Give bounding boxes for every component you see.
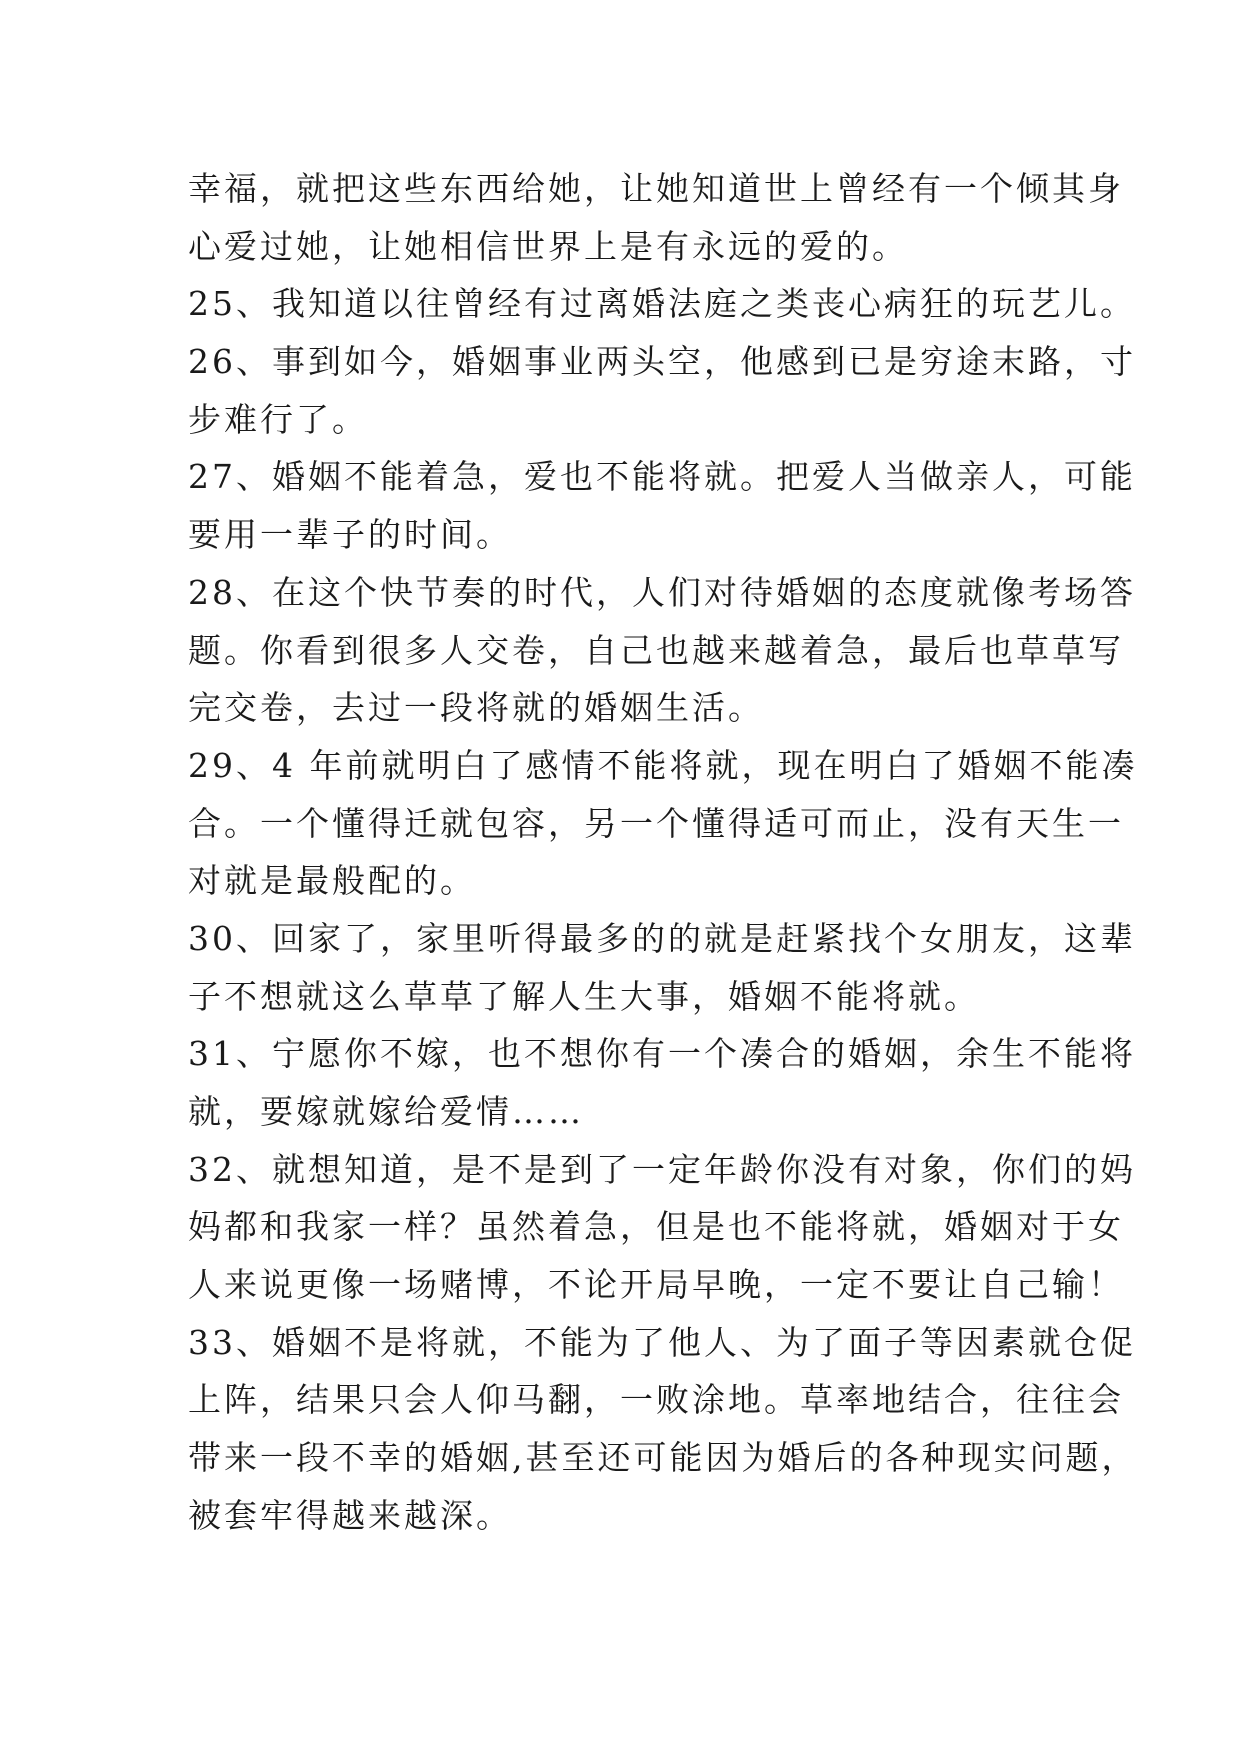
text-line: 对就是最般配的。 [188, 861, 476, 901]
text-line: 要用一辈子的时间。 [188, 515, 512, 555]
text-line: 步难行了。 [188, 399, 368, 439]
text-line: 心爱过她，让她相信世界上是有永远的爱的。 [188, 226, 908, 266]
text-line: 32、就想知道，是不是到了一定年龄你没有对象，你们的妈 [188, 1149, 1136, 1189]
text-line: 30、回家了，家里听得最多的的就是赶紧找个女朋友，这辈 [188, 918, 1136, 958]
text-line: 人来说更像一场赌博，不论开局早晚，一定不要让自己输！ [188, 1265, 1124, 1305]
text-line: 33、婚姻不是将就，不能为了他人、为了面子等因素就仓促 [188, 1322, 1136, 1362]
text-line: 子不想就这么草草了解人生大事，婚姻不能将就。 [188, 976, 980, 1016]
text-line: 上阵，结果只会人仰马翻，一败涂地。草率地结合，往往会 [188, 1380, 1124, 1420]
text-line: 被套牢得越来越深。 [188, 1495, 512, 1535]
text-line: 题。你看到很多人交卷，自己也越来越着急，最后也草草写 [188, 630, 1124, 670]
text-line: 合。一个懂得迁就包容，另一个懂得适可而止，没有天生一 [188, 803, 1124, 843]
text-line: 带来一段不幸的婚姻,甚至还可能因为婚后的各种现实问题， [188, 1438, 1138, 1478]
body-text [188, 160, 1138, 1545]
text-line: 27、婚姻不能着急，爱也不能将就。把爱人当做亲人，可能 [188, 457, 1136, 497]
text-line: 26、事到如今，婚姻事业两头空，他感到已是穷途末路，寸 [188, 342, 1136, 382]
text-line: 31、宁愿你不嫁，也不想你有一个凑合的婚姻，余生不能将 [188, 1034, 1136, 1074]
text-line: 25、我知道以往曾经有过离婚法庭之类丧心病狂的玩艺儿。 [188, 284, 1136, 324]
text-line: 完交卷，去过一段将就的婚姻生活。 [188, 688, 764, 728]
text-line: 28、在这个快节奏的时代，人们对待婚姻的态度就像考场答 [188, 572, 1136, 612]
text-line: 妈都和我家一样？虽然着急，但是也不能将就，婚姻对于女 [188, 1207, 1124, 1247]
text-line: 就，要嫁就嫁给爱情…… [188, 1092, 584, 1131]
text-line: 幸福，就把这些东西给她，让她知道世上曾经有一个倾其身 [188, 169, 1124, 208]
text-line: 29、4 年前就明白了感情不能将就，现在明白了婚姻不能凑 [188, 745, 1138, 785]
